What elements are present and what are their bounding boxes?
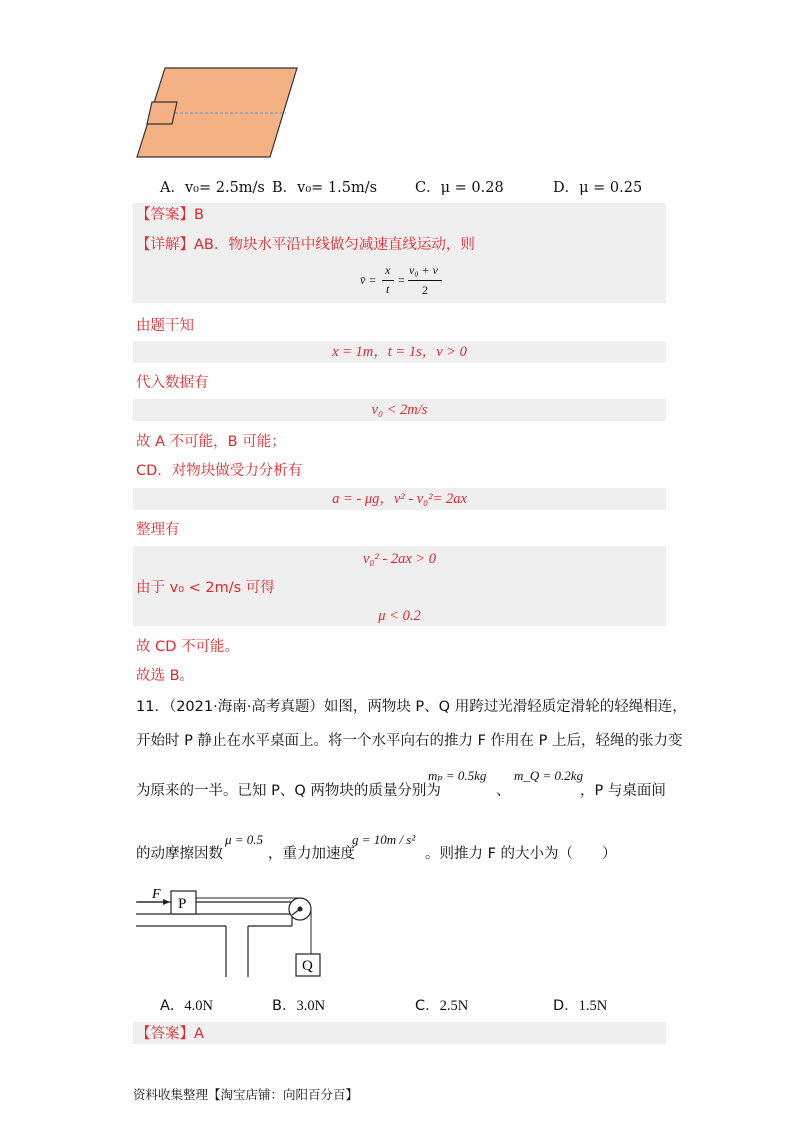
- q11-option-d: [553, 994, 607, 1015]
- eq1-bar1: [382, 280, 394, 281]
- eq1-x: x: [385, 263, 391, 277]
- gravity-acceleration: g = 10m / s²: [352, 832, 416, 847]
- q11-option-d-value: 1.5N: [578, 998, 608, 1014]
- conclusion-cd: 故 CD 不可能。: [136, 639, 240, 655]
- q11-option-b: [272, 994, 325, 1015]
- q11-option-a-label: A．: [160, 998, 185, 1014]
- arrange-text: 整理有: [136, 522, 180, 538]
- q10-option-a: A．v₀= 2.5m/s: [160, 180, 265, 196]
- q10-detail: 【详解】AB．物块水平沿中线做匀减速直线运动，则: [136, 237, 475, 253]
- q11-option-c-value: 2.5N: [439, 998, 469, 1014]
- q11-option-d-label: D．: [553, 998, 579, 1014]
- velocity-bound-equation: v₀ < 2m/s: [371, 402, 428, 418]
- given-text: 由题干知: [136, 318, 194, 334]
- q10-option-c: C．μ = 0.28: [415, 180, 504, 196]
- friction-coefficient: μ = 0.5: [225, 832, 264, 847]
- since-text: 由于 v₀ < 2m/s 可得: [136, 580, 275, 596]
- acceleration-equation: a = - μg，v² - v₀²= 2ax: [332, 491, 467, 507]
- q11-option-a: [160, 994, 213, 1015]
- conclusion-ab: 故 A 不可能，B 可能；: [136, 434, 286, 450]
- block: [147, 102, 177, 124]
- q11-line4b: ，重力加速度: [268, 846, 355, 862]
- eq1-bar2: [408, 280, 442, 281]
- q10-figure: [130, 62, 305, 162]
- q11-line4c: 。则推力 F 的大小为（ ）: [425, 846, 617, 862]
- q10-answer: 【答案】B: [136, 207, 204, 223]
- q10-mean-velocity-equation: [360, 263, 450, 299]
- q11-option-c: [415, 994, 468, 1015]
- friction-bound-equation: μ < 0.2: [378, 608, 421, 624]
- eq1-numerator: v₀ + v: [409, 263, 438, 277]
- eq1-lhs: v̄ =: [360, 273, 377, 287]
- arranged-equation: v₀² - 2ax > 0: [362, 551, 437, 567]
- q11-option-a-value: 4.0N: [184, 998, 214, 1014]
- mass-separator: 、: [496, 783, 511, 799]
- q11-line3b: ，P 与桌面间: [580, 783, 666, 799]
- block-p-label: P: [178, 896, 187, 912]
- q11-option-b-value: 3.0N: [296, 998, 326, 1014]
- eq1-t: t: [386, 282, 390, 296]
- block-q-label: Q: [302, 958, 313, 974]
- final-choice: 故选 B。: [136, 668, 195, 684]
- q11-pulley-figure: [130, 882, 330, 982]
- q11-line1: 11．（2021·海南·高考真题）如图，两物块 P、Q 用跨过光滑轻质定滑轮的轻绳相连，: [136, 699, 687, 715]
- q11-option-c-label: C．: [415, 998, 440, 1014]
- mass-q: m_Q = 0.2kg: [514, 768, 584, 783]
- q11-line2: 开始时 P 静止在水平桌面上。将一个水平向右的推力 F 作用在 P 上后，轻绳的张力变: [136, 733, 683, 749]
- q10-option-b: B．v₀= 1.5m/s: [272, 180, 378, 196]
- q11-answer-block: [133, 1022, 666, 1044]
- substitute-text: 代入数据有: [136, 375, 209, 391]
- mass-p: mₚ = 0.5kg: [428, 768, 487, 783]
- eq1-denominator: 2: [422, 283, 428, 297]
- q11-option-b-label: B．: [272, 998, 297, 1014]
- q11-answer: 【答案】A: [136, 1026, 204, 1042]
- given-equation: x = 1m，t = 1s，v > 0: [332, 344, 467, 360]
- footer-note: 资料收集整理【淘宝店铺：向阳百分百】: [133, 1087, 359, 1102]
- q11-line3a: 为原来的一半。已知 P、Q 两物块的质量分别为: [136, 783, 441, 799]
- force-label: F: [152, 887, 161, 902]
- cd-analysis-text: CD．对物块做受力分析有: [136, 463, 303, 479]
- q11-line4a: 的动摩擦因数: [136, 846, 223, 862]
- eq1-equal: =: [398, 273, 405, 287]
- q10-option-d: D．μ = 0.25: [553, 180, 643, 196]
